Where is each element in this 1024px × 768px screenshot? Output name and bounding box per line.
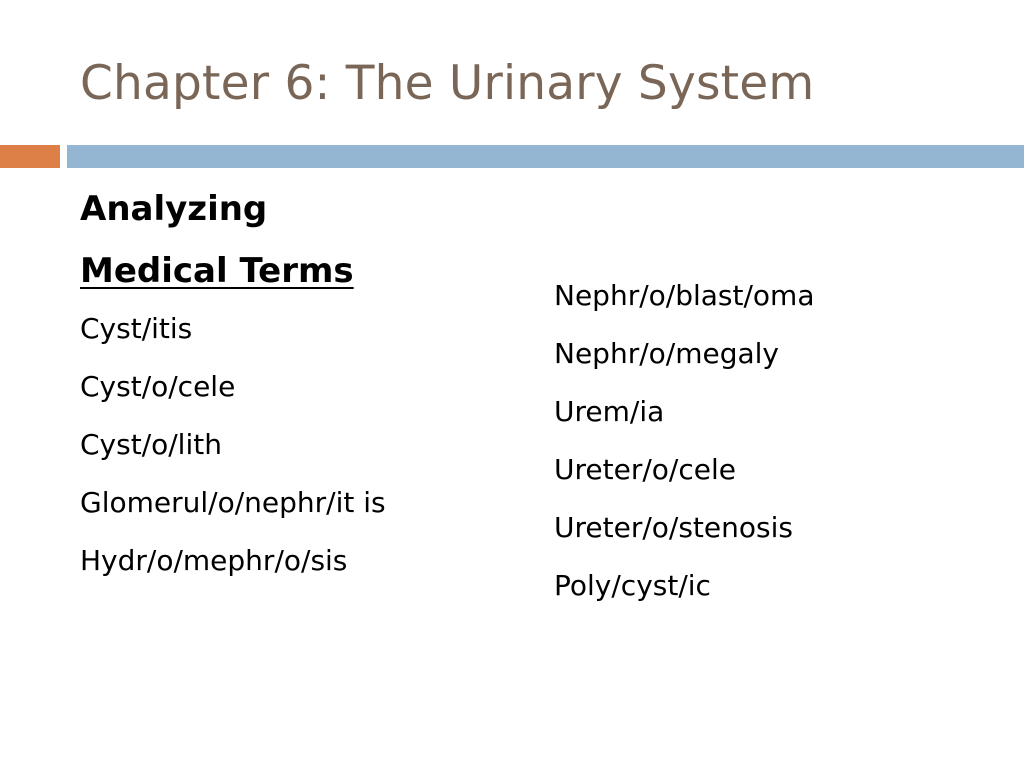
slide-title: Chapter 6: The Urinary System [80,56,815,111]
section-subheading: Medical Terms [80,251,354,291]
term-item: Ureter/o/cele [554,453,736,486]
term-item: Cyst/itis [80,312,193,345]
term-item: Urem/ia [554,395,665,428]
term-item: Nephr/o/blast/oma [554,279,815,312]
term-item: Nephr/o/megaly [554,337,779,370]
term-item: Hydr/o/mephr/o/sis [80,544,348,577]
accent-bar-blue [67,145,1024,168]
accent-bar-orange [0,145,60,168]
left-column [80,190,386,600]
right-column [554,277,814,625]
term-item: Cyst/o/lith [80,428,222,461]
term-item: Glomerul/o/nephr/it is [80,486,386,519]
section-heading: Analyzing [80,189,268,229]
term-item: Cyst/o/cele [80,370,236,403]
term-item: Poly/cyst/ic [554,569,711,602]
term-item: Ureter/o/stenosis [554,511,793,544]
